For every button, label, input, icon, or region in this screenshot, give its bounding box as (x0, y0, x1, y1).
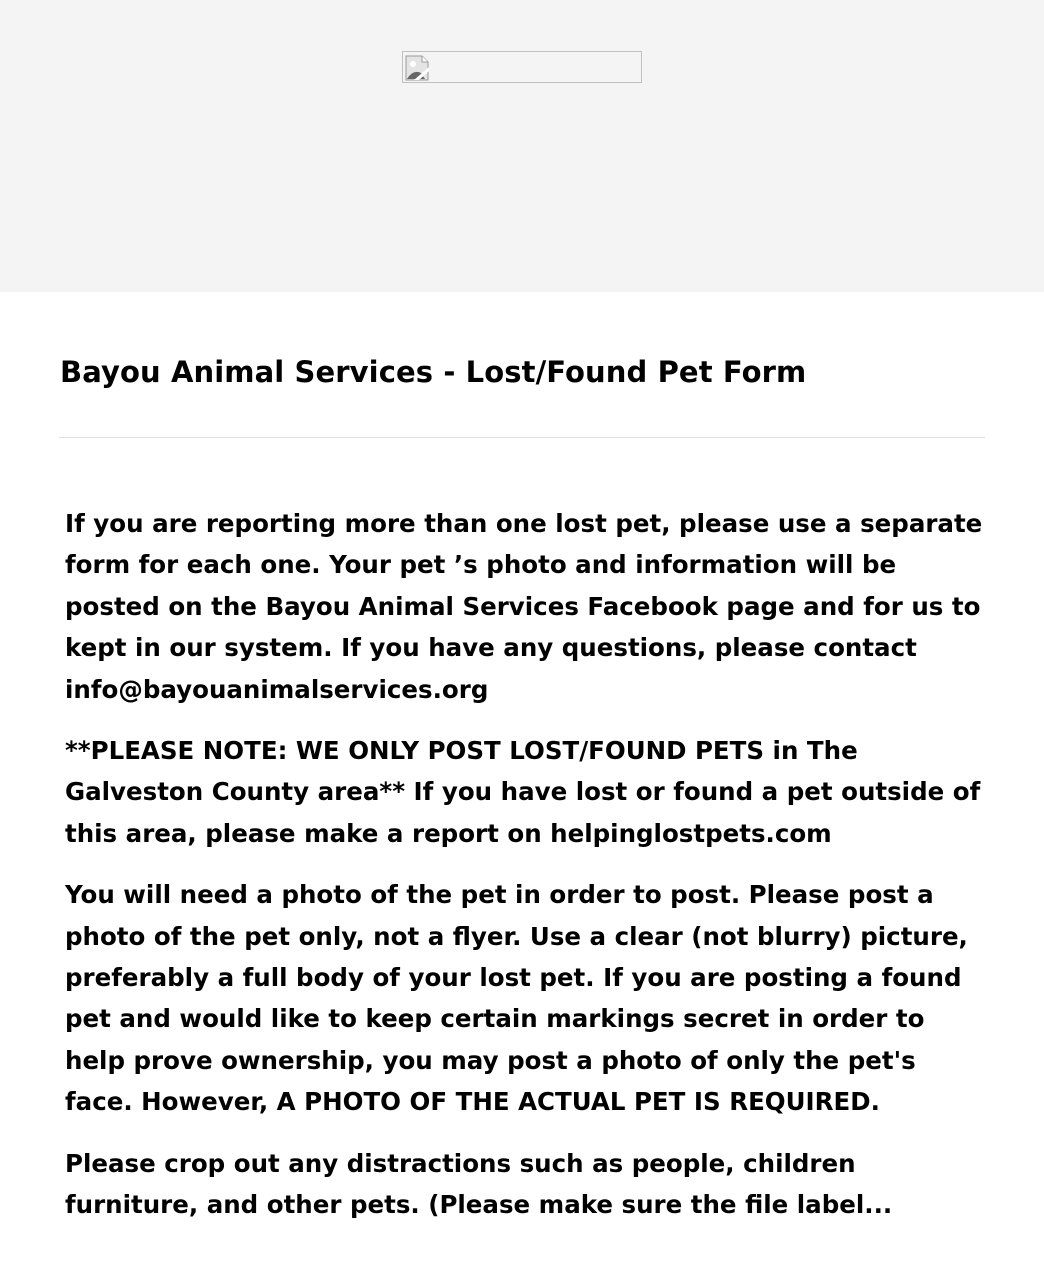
form-title: Bayou Animal Services - Lost/Found Pet Form (60, 355, 807, 389)
area-note-paragraph: **PLEASE NOTE: WE ONLY POST LOST/FOUND PETS in The Galveston County area** If you have lost or found a pet outside of this area, please make a report on helpinglostpets.com (65, 736, 981, 848)
intro-paragraph: If you are reporting more than one lost pet, please use a separate form for each one. Your pet ’s photo and information will be posted on the Bayou Animal Services Facebook page and for us to kept in our system. If you have any questions, please contact info@bayouanimalservices.org (65, 509, 983, 704)
broken-image-icon (405, 55, 431, 81)
header-banner (0, 0, 1044, 292)
form-description (65, 503, 985, 1246)
title-divider (59, 437, 985, 438)
photo-requirement-paragraph: You will need a photo of the pet in order to post. Please post a photo of the pet only, not a flyer. Use a clear (not blurry) picture, preferably a full body of your lost pet. If you are posting a found pet and would like to keep certain markings secret in order to help prove ownership, you may post a photo of only the pet's face. However, A PHOTO OF THE ACTUAL PET IS REQUIRED. (65, 880, 968, 1117)
logo-image-broken (402, 51, 642, 83)
crop-instructions-paragraph: Please crop out any distractions such as people, children furniture, and other pets. (Please make sure the file label... (65, 1148, 893, 1220)
